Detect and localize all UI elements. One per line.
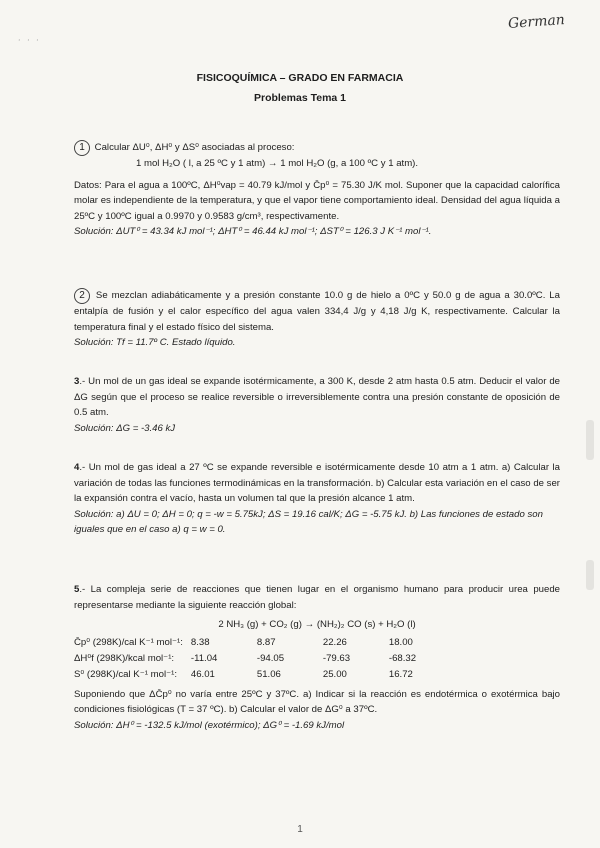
problem-solution: Solución: ΔH⁰ = -132.5 kJ/mol (exotérmico); ΔG⁰ = -1.69 kJ/mol	[74, 719, 345, 731]
problem-data: Datos: Para el agua a 100ºC, ΔH⁰vap = 40.79 kJ/mol y C̄p⁰ = 75.30 J/K mol. Suponer que la capacidad calorífica molar es independiente de la temperatura, y que el vapor tiene comportamiento ideal. Densidad del agua líquida a 25ºC y 100ºC igual a 0.9970 y 0.9583 g/cm³, respectivamente.	[74, 179, 560, 222]
table-cell: -79.63	[322, 652, 351, 664]
scan-mark	[586, 560, 594, 590]
table-cell: 25.00	[322, 668, 347, 680]
problem-solution: Solución: ΔG = -3.46 kJ	[74, 422, 176, 434]
problem-solution: Solución: Tf = 11.7º C. Estado líquido.	[74, 337, 236, 349]
handwritten-name: German	[507, 12, 566, 32]
problem-4: 4.- Un mol de gas ideal a 27 ºC se expande reversible e isotérmicamente desde 10 atm a 1 atm. a) Calcular la variación de todas las funciones termodinámicas en la transformación. b) Calcular esta variación en el caso de ser la expansión contra el vacío, hasta un volumen tal que la presión alcance 1 atm. Solución: a) ΔU = 0; ΔH = 0; q = -w = 5.75kJ; ΔS = 19.16 cal/K; ΔG = -5.75 kJ. b) Las funciones de estado son iguales que en el caso a) q = w = 0.	[74, 460, 560, 538]
problem-statement: La compleja serie de reacciones que tienen lugar en el organismo humano para producir urea puede representarse mediante la siguiente reacción global:	[74, 584, 561, 611]
table-cell: -94.05	[256, 652, 285, 664]
table-row	[74, 651, 455, 667]
table-cell: 22.26	[322, 636, 347, 648]
table-cell: 18.00	[388, 636, 413, 648]
document-subtitle: Problemas Tema 1	[253, 92, 346, 104]
problem-number: 3	[74, 376, 80, 387]
thermo-data-table	[74, 635, 455, 683]
problem-number: 1	[74, 140, 90, 156]
table-row	[74, 667, 455, 683]
table-cell: 16.72	[388, 668, 413, 680]
corner-mark: · · ·	[18, 36, 41, 45]
reaction-equation: 2 NH₃ (g) + CO₂ (g) → (NH₂)₂ CO (s) + H₂O (l)	[218, 619, 416, 631]
problem-statement: Se mezclan adiabáticamente y a presión constante 10.0 g de hielo a 0ºC y 50.0 g de agua a 30.0ºC. La entalpía de fusión y el calor específico del agua valen 334,4 J/g y 4,18 J/g K, respectivamente. Calcular la temperatura final y el estado físico del sistema.	[74, 290, 560, 333]
problem-statement: Un mol de gas ideal a 27 ºC se expande reversible e isotérmicamente desde 10 atm a 1 atm. a) Calcular la variación de todas las funciones termodinámicas en la transformación. b) Calcular esta variación en el caso de ser la expansión contra el vacío, hasta un volumen tal que la presión alcance 1 atm.	[74, 462, 560, 505]
table-cell: 8.87	[256, 636, 276, 648]
row-label: S⁰ (298K)/cal K⁻¹ mol⁻¹:	[74, 668, 178, 680]
problem-statement: Calcular ΔU⁰, ΔH⁰ y ΔS⁰ asociadas al proceso:	[94, 142, 295, 153]
problem-solution: Solución: a) ΔU = 0; ΔH = 0; q = -w = 5.75kJ; ΔS = 19.16 cal/K; ΔG = -5.75 kJ. b) Las funciones de estado son iguales que en el caso a) q = w = 0.	[74, 508, 543, 536]
row-label: C̄p⁰ (298K)/cal K⁻¹ mol⁻¹:	[74, 636, 183, 648]
problem-statement: Un mol de un gas ideal se expande isotérmicamente, a 300 K, desde 2 atm hasta 0.5 atm. Deducir el valor de ΔG según que el proceso se realice reversible o irreversiblemente contra una presión constante de oposición de 0.5 atm.	[74, 376, 561, 419]
scan-mark	[586, 420, 594, 460]
table-cell: 8.38	[190, 636, 210, 648]
document-title: FISICOQUÍMICA – GRADO EN FARMACIA	[196, 72, 404, 84]
table-cell: -11.04	[190, 652, 218, 664]
problem-number: 2	[74, 288, 90, 304]
table-cell: 51.06	[256, 668, 281, 680]
problem-1	[74, 140, 560, 240]
table-cell: 46.01	[190, 668, 215, 680]
problem-solution: Solución: ΔUT⁰ = 43.34 kJ mol⁻¹; ΔHT⁰ = 46.44 kJ mol⁻¹; ΔST⁰ = 126.3 J K⁻¹ mol⁻¹.	[74, 226, 432, 238]
row-label: ΔH⁰f (298K)/kcal mol⁻¹:	[74, 652, 175, 664]
page-number: 1	[297, 824, 303, 835]
problem-2	[74, 288, 560, 351]
process-equation: 1 mol H₂O ( l, a 25 ºC y 1 atm) → 1 mol H₂O (g, a 100 ºC y 1 atm).	[135, 158, 419, 169]
problem-number: 5	[74, 584, 80, 595]
problem-followup: Suponiendo que ΔC̄p⁰ no varía entre 25ºC y 37ºC. a) Indicar si la reacción es endotérmica o exotérmica bajo condiciones fisiológicas (T = 37 ºC). b) Calcular el valor de ΔG⁰ a 37ºC.	[74, 688, 560, 716]
problem-number: 4	[74, 462, 80, 473]
problem-5: 5.- La compleja serie de reacciones que tienen lugar en el organismo humano para producir urea puede representarse mediante la siguiente reacción global: 2 NH₃ (g) + CO₂ (g) → (NH₂)₂ CO (s) + H₂O (l) C̄p⁰ (298K)/cal K⁻¹ mol⁻¹: 8.38 8.87 22.26 18.00 ΔH⁰f (298K)/kcal mol⁻¹: -11.04 -94.05 -79.63 -68.32 S⁰ (298K)/cal K⁻¹ mol⁻¹: 46.01 51.06 25.00 16.72 Suponiendo que ΔC̄p⁰ no varía entre 25ºC y 37ºC. a) Indicar si la reacción es endotérmica o exotérmica bajo condiciones fisiológicas (T = 37 ºC). b) Calcular el valor de ΔG⁰ a 37ºC. Solución: ΔH⁰ = -132.5 kJ/mol (exotérmico); ΔG⁰ = -1.69 kJ/mol	[74, 582, 560, 734]
table-row	[74, 635, 455, 651]
table-cell: -68.32	[388, 652, 417, 664]
problem-3: 3.- Un mol de un gas ideal se expande isotérmicamente, a 300 K, desde 2 atm hasta 0.5 atm. Deducir el valor de ΔG según que el proceso se realice reversible o irreversiblemente contra una presión constante de oposición de 0.5 atm. Solución: ΔG = -3.46 kJ	[74, 374, 560, 436]
